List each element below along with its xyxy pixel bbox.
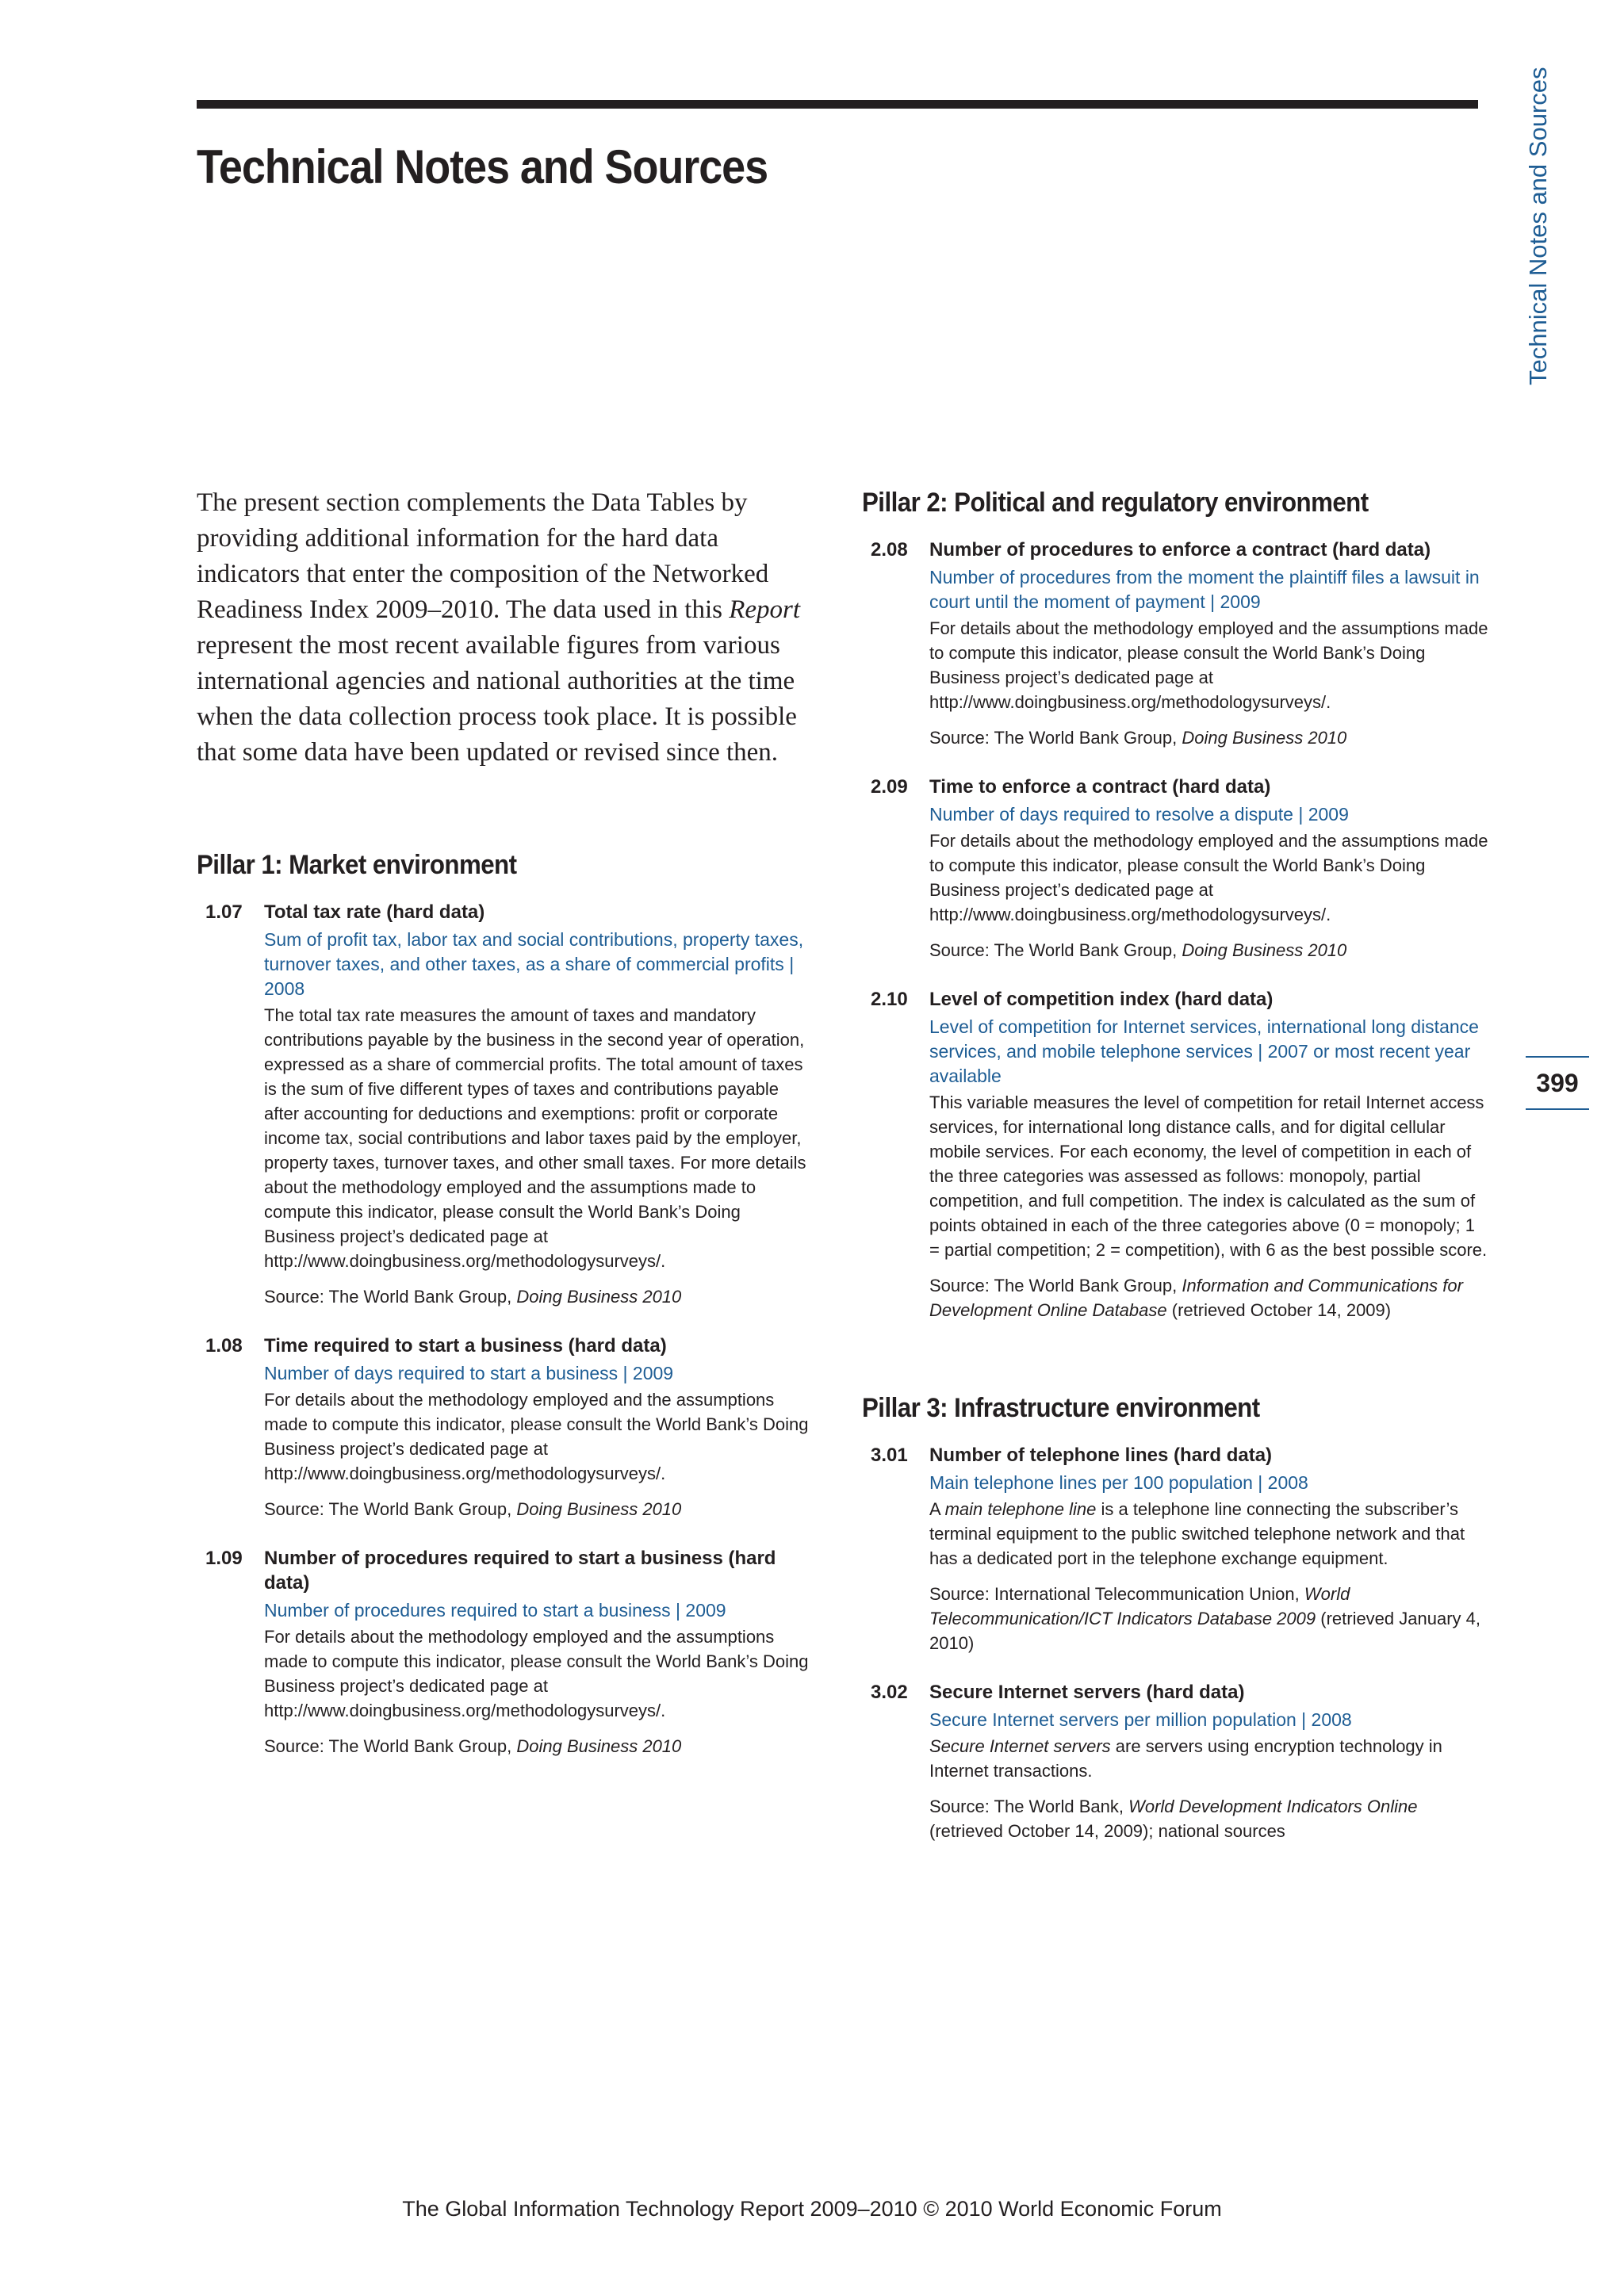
source-title: Doing Business 2010 [516, 1736, 682, 1756]
indicator-description: For details about the methodology employed and the assumptions made to compute this indicator, please consult the World Bank’s Doing Business project’s dedicated page at http://www.doingbusiness.org/methodologysurveys/. [264, 1627, 809, 1720]
desc-term: Secure Internet servers [929, 1736, 1111, 1756]
indicator-source [929, 938, 1488, 962]
indicator-1-07 [197, 900, 815, 1309]
indicator-source [929, 725, 1488, 750]
source-title: Doing Business 2010 [516, 1499, 682, 1519]
indicator-1-08 [197, 1334, 815, 1521]
source-title: Doing Business 2010 [516, 1287, 682, 1307]
indicator-description [929, 1497, 1488, 1571]
intro-text-1: The present section complements the Data Tables by providing additional information for the hard data indicators that enter the composition of the Networked Readiness Index 2009–2010. The data used in this [197, 488, 769, 624]
indicator-subtitle: Number of procedures from the moment the plaintiff files a lawsuit in court until the moment of payment | 2009 [929, 567, 1480, 612]
indicator-description: This variable measures the level of competition for retail Internet access services, for international long distance calls, and for digital cellular mobile services. For each economy, the level of competition in each of the three categories was assessed as follows: monopoly, partial competition, and full competition. The index is calculated as the sum of points obtained in each of the three categories above (0 = monopoly; 1 = partial competition; 2 = competition), with 6 as the best possible score. [929, 1093, 1488, 1260]
source-title: Information and Communications for Development Online Database [929, 1276, 1463, 1320]
page-footer: The Global Information Technology Report 2009–2010 © 2010 World Economic Forum [402, 2197, 1222, 2221]
source-suffix: (retrieved October 14, 2009) [1166, 1300, 1392, 1320]
source-suffix: (retrieved October 14, 2009); national sources [929, 1821, 1285, 1841]
source-title: Doing Business 2010 [1182, 728, 1347, 748]
indicator-subtitle: Level of competition for Internet services, international long distance services, and mobile telephone services | 2007 or most recent year available [929, 1016, 1479, 1086]
indicator-title: Number of telephone lines (hard data) [929, 1445, 1273, 1466]
indicator-source [264, 1734, 815, 1758]
intro-paragraph [197, 485, 815, 771]
indicator-subtitle: Main telephone lines per 100 population | 2008 [929, 1472, 1308, 1493]
indicator-number: 2.10 [871, 989, 908, 1010]
desc-rest: is a telephone line connecting the subscriber’s terminal equipment to the public switched telephone network and that has a dedicated port in the telephone exchange equipment. [929, 1499, 1465, 1568]
indicator-subtitle: Number of days required to start a business | 2009 [264, 1363, 674, 1383]
indicator-number: 1.09 [205, 1548, 243, 1569]
indicator-2-09 [862, 775, 1488, 962]
indicator-2-08 [862, 538, 1488, 750]
indicator-title: Time required to start a business (hard data) [264, 1335, 667, 1357]
page-number-box [1526, 1056, 1589, 1110]
desc-term: main telephone line [944, 1499, 1097, 1519]
indicator-3-01 [862, 1443, 1488, 1655]
indicator-number: 1.07 [205, 901, 243, 923]
desc-prefix: A [929, 1499, 945, 1519]
source-prefix: Source: International Telecommunication Union, [929, 1584, 1304, 1604]
indicator-number: 3.02 [871, 1682, 908, 1703]
right-column [862, 485, 1488, 1843]
indicator-subtitle: Sum of profit tax, labor tax and social contributions, property taxes, turnover taxes, and other taxes, as a share of commercial profits | 2008 [264, 929, 804, 999]
indicator-description: For details about the methodology employed and the assumptions made to compute this indicator, please consult the World Bank’s Doing Business project’s dedicated page at http://www.doingbusiness.org/methodologysurveys/. [929, 831, 1488, 924]
indicator-subtitle: Number of days required to resolve a dispute | 2009 [929, 804, 1349, 825]
top-rule [197, 100, 1478, 109]
indicator-title: Level of competition index (hard data) [929, 989, 1274, 1010]
indicator-source [929, 1273, 1488, 1322]
left-column [197, 485, 815, 1758]
source-prefix: Source: The World Bank Group, [264, 1287, 517, 1307]
indicator-source [264, 1497, 815, 1521]
indicator-3-02 [862, 1680, 1488, 1843]
indicator-description [929, 1734, 1488, 1783]
indicator-number: 3.01 [871, 1445, 908, 1466]
indicator-title: Time to enforce a contract (hard data) [929, 776, 1271, 798]
page-title: Technical Notes and Sources [197, 140, 768, 193]
indicator-source [929, 1794, 1488, 1843]
source-prefix: Source: The World Bank Group, [929, 728, 1182, 748]
indicator-title: Number of procedures to enforce a contract (hard data) [929, 539, 1431, 561]
source-prefix: Source: The World Bank Group, [264, 1736, 517, 1756]
pillar1-heading: Pillar 1: Market environment [197, 850, 517, 880]
indicator-description: The total tax rate measures the amount of taxes and mandatory contributions payable by the business in the second year of operation, expressed as a share of commercial profits. The total amount of taxes is the sum of five different types of taxes and contributions payable after accounting for deductions and exemptions: profit or corporate income tax, social contributions and labor taxes paid by the employer, property taxes, turnover taxes, and other small taxes. For more details about the methodology employed and the assumptions made to compute this indicator, please consult the World Bank’s Doing Business project’s dedicated page at http://www.doingbusiness.org/methodologysurveys/. [264, 1005, 806, 1271]
indicator-2-10 [862, 987, 1488, 1322]
side-tab-label: Technical Notes and Sources [1524, 67, 1552, 385]
indicator-number: 2.08 [871, 539, 908, 561]
source-prefix: Source: The World Bank Group, [264, 1499, 517, 1519]
indicator-title: Total tax rate (hard data) [264, 901, 485, 923]
source-prefix: Source: The World Bank, [929, 1797, 1129, 1816]
indicator-source [929, 1582, 1488, 1655]
indicator-number: 2.09 [871, 776, 908, 798]
source-prefix: Source: The World Bank Group, [929, 1276, 1182, 1295]
indicator-description: For details about the methodology employed and the assumptions made to compute this indicator, please consult the World Bank’s Doing Business project’s dedicated page at http://www.doingbusiness.org/methodologysurveys/. [929, 618, 1488, 712]
source-title: World Telecommunication/ICT Indicators Database 2009 [929, 1584, 1350, 1628]
source-title: World Development Indicators Online [1128, 1797, 1418, 1816]
indicator-subtitle: Number of procedures required to start a business | 2009 [264, 1600, 726, 1621]
indicator-source [264, 1284, 815, 1309]
intro-report-word: Report [729, 595, 801, 624]
indicator-title: Secure Internet servers (hard data) [929, 1682, 1245, 1703]
source-title: Doing Business 2010 [1182, 940, 1347, 960]
pillar3-heading: Pillar 3: Infrastructure environment [862, 1393, 1260, 1423]
indicator-description: For details about the methodology employed and the assumptions made to compute this indicator, please consult the World Bank’s Doing Business project’s dedicated page at http://www.doingbusiness.org/methodologysurveys/. [264, 1390, 809, 1483]
page-number: 399 [1536, 1069, 1579, 1097]
source-prefix: Source: The World Bank Group, [929, 940, 1182, 960]
source-suffix: (retrieved January 4, 2010) [929, 1609, 1480, 1653]
indicator-subtitle: Secure Internet servers per million population | 2008 [929, 1709, 1352, 1730]
indicator-title: Number of procedures required to start a business (hard data) [264, 1548, 776, 1594]
indicator-1-09 [197, 1546, 815, 1758]
desc-rest: are servers using encryption technology in Internet transactions. [929, 1736, 1442, 1781]
indicator-number: 1.08 [205, 1335, 243, 1357]
pillar2-heading: Pillar 2: Political and regulatory environment [862, 488, 1369, 518]
intro-text-2: represent the most recent available figures from various international agencies and national authorities at the time when the data collection process took place. It is possible that some data have been updated or revised since then. [197, 631, 797, 767]
